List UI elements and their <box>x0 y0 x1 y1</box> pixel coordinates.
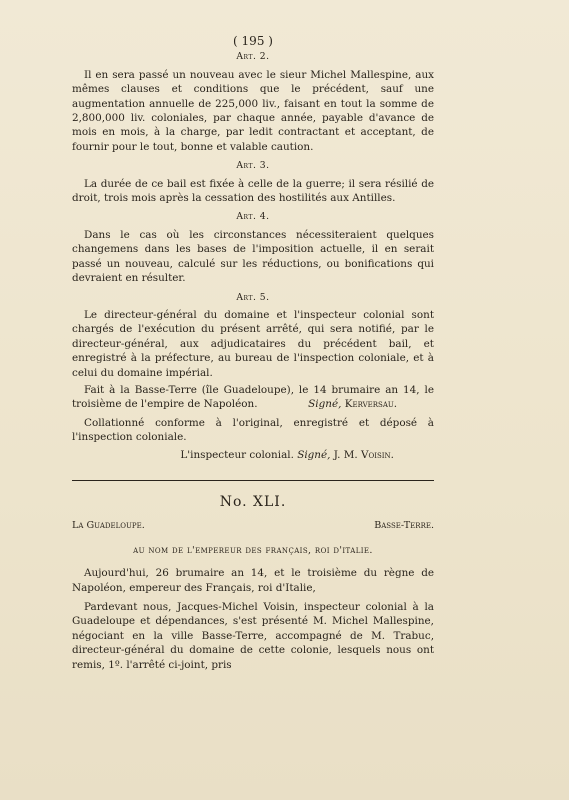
signatory-kerversau: Kerversau. <box>344 398 398 411</box>
page-number: ( 195 ) <box>233 34 273 48</box>
article-4-text: Dans le cas où les circonstances nécessiteraient quelques changemens dans les bases de l'imposition actuelle, il en serait passé un nouveau, calculé sur les réductions, ou bonifications qui devraient en résulter. <box>72 228 434 285</box>
signe-label-1: Signé, <box>308 398 342 411</box>
place-left: La Guadeloupe. <box>72 520 145 532</box>
article-2-heading: Art. 2. <box>236 51 270 63</box>
article-2-text: Il en sera passé un nouveau avec le sieur Michel Mallespine, aux mêmes clauses et conditions que le précédent, sauf une augmentation annuelle de 225,000 liv., faisant en tout la somme de 2,800,000 liv. coloniales, par chaque année, payable d'avance de mois en mois, à la charge, par ledit contractant et acceptant, de fournir pour le tout, bonne et valable caution. <box>72 68 434 153</box>
pardevant-paragraph: Pardevant nous, Jacques-Michel Voisin, inspecteur colonial à la Guadeloupe et dépendances, s'est présenté M. Michel Mallespine, négociant en la ville Basse-Terre, accompagné de M. Trabuc, directeur-général du domaine de cette colonie, lesquels nous ont remis, 1º. l'arrêté ci-joint, pris <box>72 601 434 671</box>
inspector-signature-line <box>72 448 394 462</box>
inspector-title: L'inspecteur colonial. <box>180 448 294 461</box>
proclamation-heading: au nom de l'empereur des français, roi d'italie. <box>133 544 373 556</box>
page-content <box>72 34 434 677</box>
article-5-heading: Art. 5. <box>236 291 270 303</box>
article-3-heading: Art. 3. <box>236 160 270 172</box>
article-4-heading: Art. 4. <box>236 211 270 223</box>
document-number-heading: No. XLI. <box>219 493 287 510</box>
article-3-text: La durée de ce bail est fixée à celle de la guerre; il sera résilié de droit, trois mois après la cessation des hostilités aux Antilles. <box>72 177 434 205</box>
fait-a-paragraph <box>72 383 434 412</box>
place-line <box>72 519 434 533</box>
signe-label-2: Signé, <box>297 448 331 461</box>
signatory-voisin: J. M. Voisin. <box>333 448 394 461</box>
collationne-paragraph: Collationné conforme à l'original, enregistré et déposé à l'inspection coloniale. <box>72 416 434 444</box>
article-5-text: Le directeur-général du domaine et l'inspecteur colonial sont chargés de l'exécution du présent arrêté, qui sera notifié, par le directeur-général, aux adjudicataires du précédent bail, et enregistré à la préfecture, au bureau de l'inspection coloniale, et à celui du domaine impérial. <box>72 308 434 379</box>
aujourdhui-paragraph: Aujourd'hui, 26 brumaire an 14, et le troisième du règne de Napoléon, empereur des Français, roi d'Italie, <box>72 567 434 594</box>
place-right: Basse-Terre. <box>374 520 434 532</box>
section-divider <box>72 480 434 481</box>
fait-a-text: Fait à la Basse-Terre (île Guadeloupe), le 14 brumaire an 14, le troisième de l'empire de Napoléon. <box>72 383 434 411</box>
